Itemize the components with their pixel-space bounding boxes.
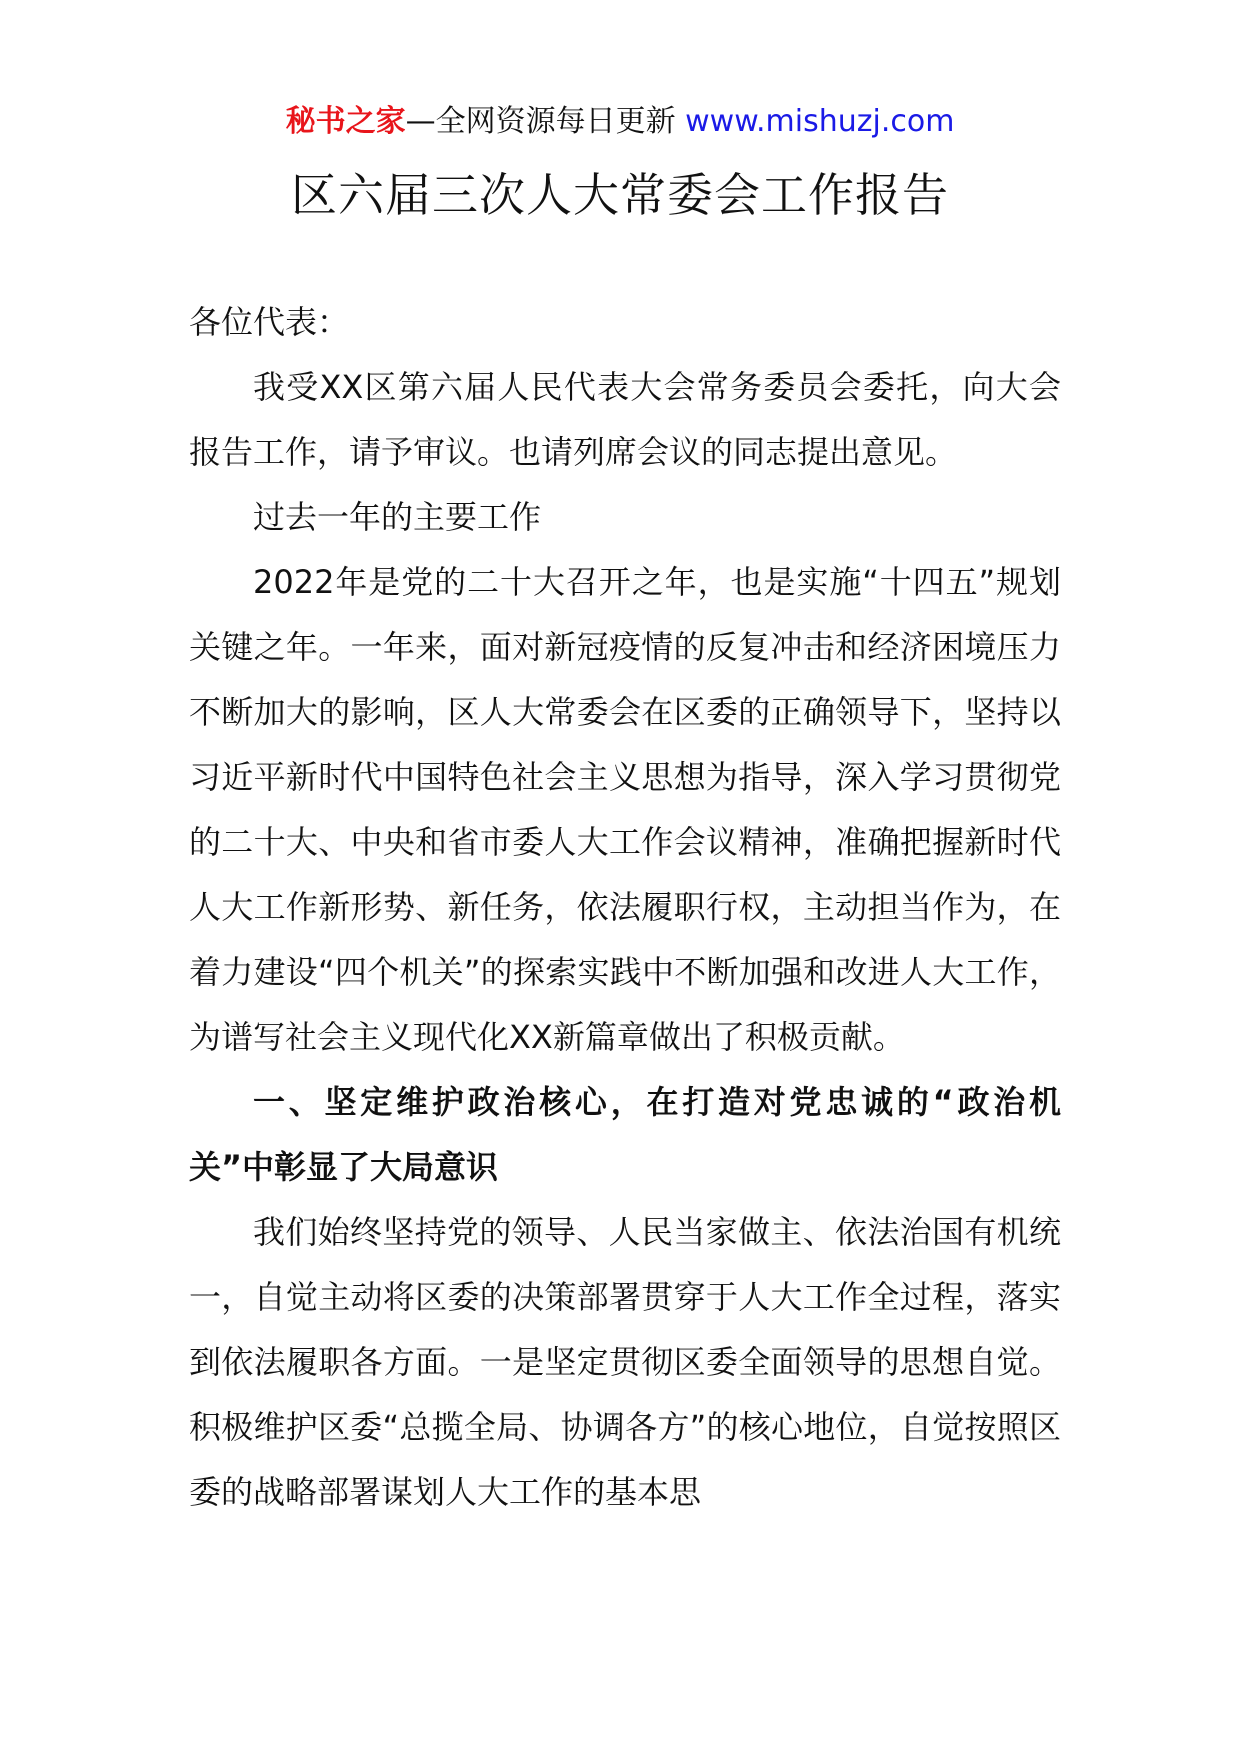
section-one-paragraph: 我们始终坚持党的领导、人民当家做主、依法治国有机统一，自觉主动将区委的决策部署贯穿于人大工作全过程，落实到依法履职各方面。一是坚定贯彻区委全面领导的思想自觉。积极维护区委“总揽全局、协调各方”的核心地位，自觉按照区委的战略部署谋划人大工作的基本思	[189, 1213, 1061, 1511]
summary-paragraph: 2022年是党的二十大召开之年，也是实施“十四五”规划关键之年。一年来，面对新冠疫情的反复冲击和经济困境压力不断加大的影响，区人大常委会在区委的正确领导下，坚持以习近平新时代中国特色社会主义思想为指导，深入学习贯彻党的二十大、中央和省市委人大工作会议精神，准确把握新时代人大工作新形势、新任务，依法履职行权，主动担当作为，在着力建设“四个机关”的探索实践中不断加强和改进人大工作，为谱写社会主义现代化XX新篇章做出了积极贡献。	[189, 563, 1061, 1056]
site-url-link[interactable]: www.mishuzj.com	[685, 104, 955, 139]
document-body	[189, 290, 1061, 1525]
header-tagline: —全网资源每日更新	[405, 104, 686, 139]
intro-paragraph: 我受XX区第六届人民代表大会常务委员会委托，向大会报告工作，请予审议。也请列席会议的同志提出意见。	[189, 368, 1061, 471]
section-one-heading: 一、坚定维护政治核心，在打造对党忠诚的“政治机关”中彰显了大局意识	[189, 1083, 1061, 1186]
subheading-past-year: 过去一年的主要工作	[253, 498, 542, 536]
document-title: 区六届三次人大常委会工作报告	[291, 168, 949, 222]
brand-name: 秘书之家	[285, 104, 406, 139]
salutation: 各位代表：	[189, 303, 350, 341]
site-header	[0, 100, 1240, 144]
